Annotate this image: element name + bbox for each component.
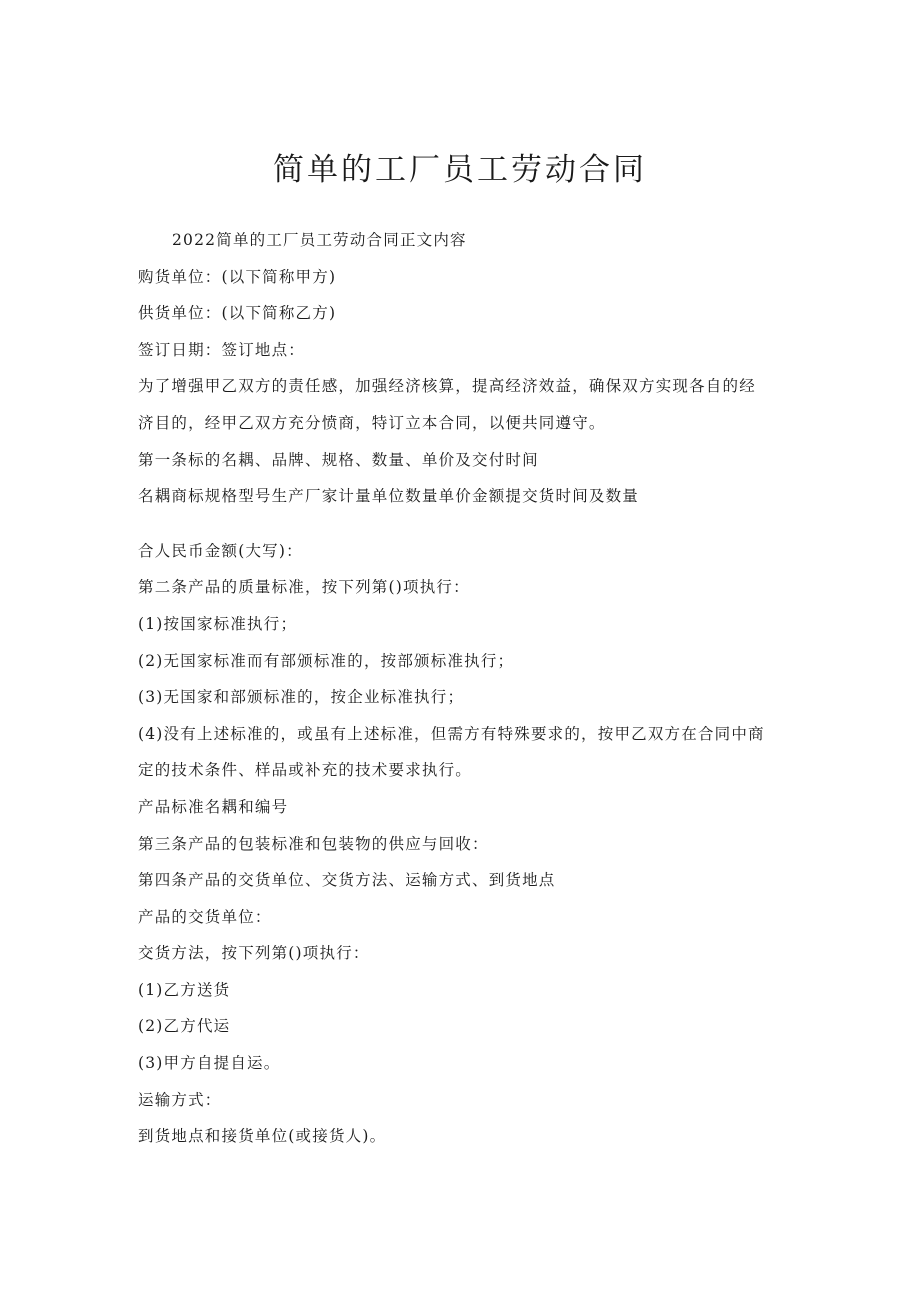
delivery-option-3: (3)甲方自提自运。 (138, 1054, 281, 1073)
preamble-line-2: 济目的，经甲乙双方充分愤商，特订立本合同，以便共同遵守。 (138, 413, 606, 432)
delivery-unit-line: 产品的交货单位： (138, 907, 272, 926)
blank-spacer (138, 515, 798, 533)
article-2-item-1: (1)按国家标准执行； (138, 614, 298, 633)
article-4-heading: 第四条产品的交货单位、交货方法、运输方式、到货地点 (138, 871, 556, 890)
delivery-method-line: 交货方法，按下列第()项执行： (138, 944, 370, 963)
article-2-item-4-line-1: (4)没有上述标准的，或虽有上述标准，但需方有特殊要求的，按甲乙双方在合同中商 (138, 724, 765, 743)
arrival-location-line: 到货地点和接货单位(或接货人)。 (138, 1127, 387, 1146)
document-title: 简单的工厂员工劳动合同 (273, 152, 647, 188)
signing-date-line: 签订日期：签订地点： (138, 340, 306, 359)
delivery-option-2: (2)乙方代运 (138, 1017, 231, 1036)
buyer-line: 购货单位：(以下简称甲方) (138, 267, 337, 286)
article-1-columns: 名耦商标规格型号生产厂家计量单位数量单价金额提交货时间及数量 (138, 487, 640, 506)
standard-name-line: 产品标准名耦和编号 (138, 797, 289, 816)
delivery-option-1: (1)乙方送货 (138, 980, 231, 999)
preamble-line-1: 为了增强甲乙双方的责任感，加强经济核算，提高经济效益，确保双方实现各自的经 (138, 377, 756, 396)
article-2-item-2: (2)无国家标准而有部颁标准的，按部颁标准执行； (138, 651, 515, 670)
document-body (138, 222, 798, 1155)
transport-method-line: 运输方式： (138, 1090, 222, 1109)
article-3-heading: 第三条产品的包装标准和包装物的供应与回收： (138, 834, 489, 853)
article-1-heading: 第一条标的名耦、品牌、规格、数量、单价及交付时间 (138, 450, 539, 469)
article-2-item-3: (3)无国家和部颁标准的，按企业标准执行； (138, 688, 465, 707)
total-amount-line: 合人民币金额(大写)： (138, 541, 303, 560)
supplier-line: 供货单位：(以下简称乙方) (138, 304, 337, 323)
article-2-item-4-line-2: 定的技术条件、样品或补充的技术要求执行。 (138, 761, 473, 780)
intro-line: 2022简单的工厂员工劳动合同正文内容 (172, 231, 467, 249)
article-2-heading: 第二条产品的质量标准，按下列第()项执行： (138, 578, 470, 597)
